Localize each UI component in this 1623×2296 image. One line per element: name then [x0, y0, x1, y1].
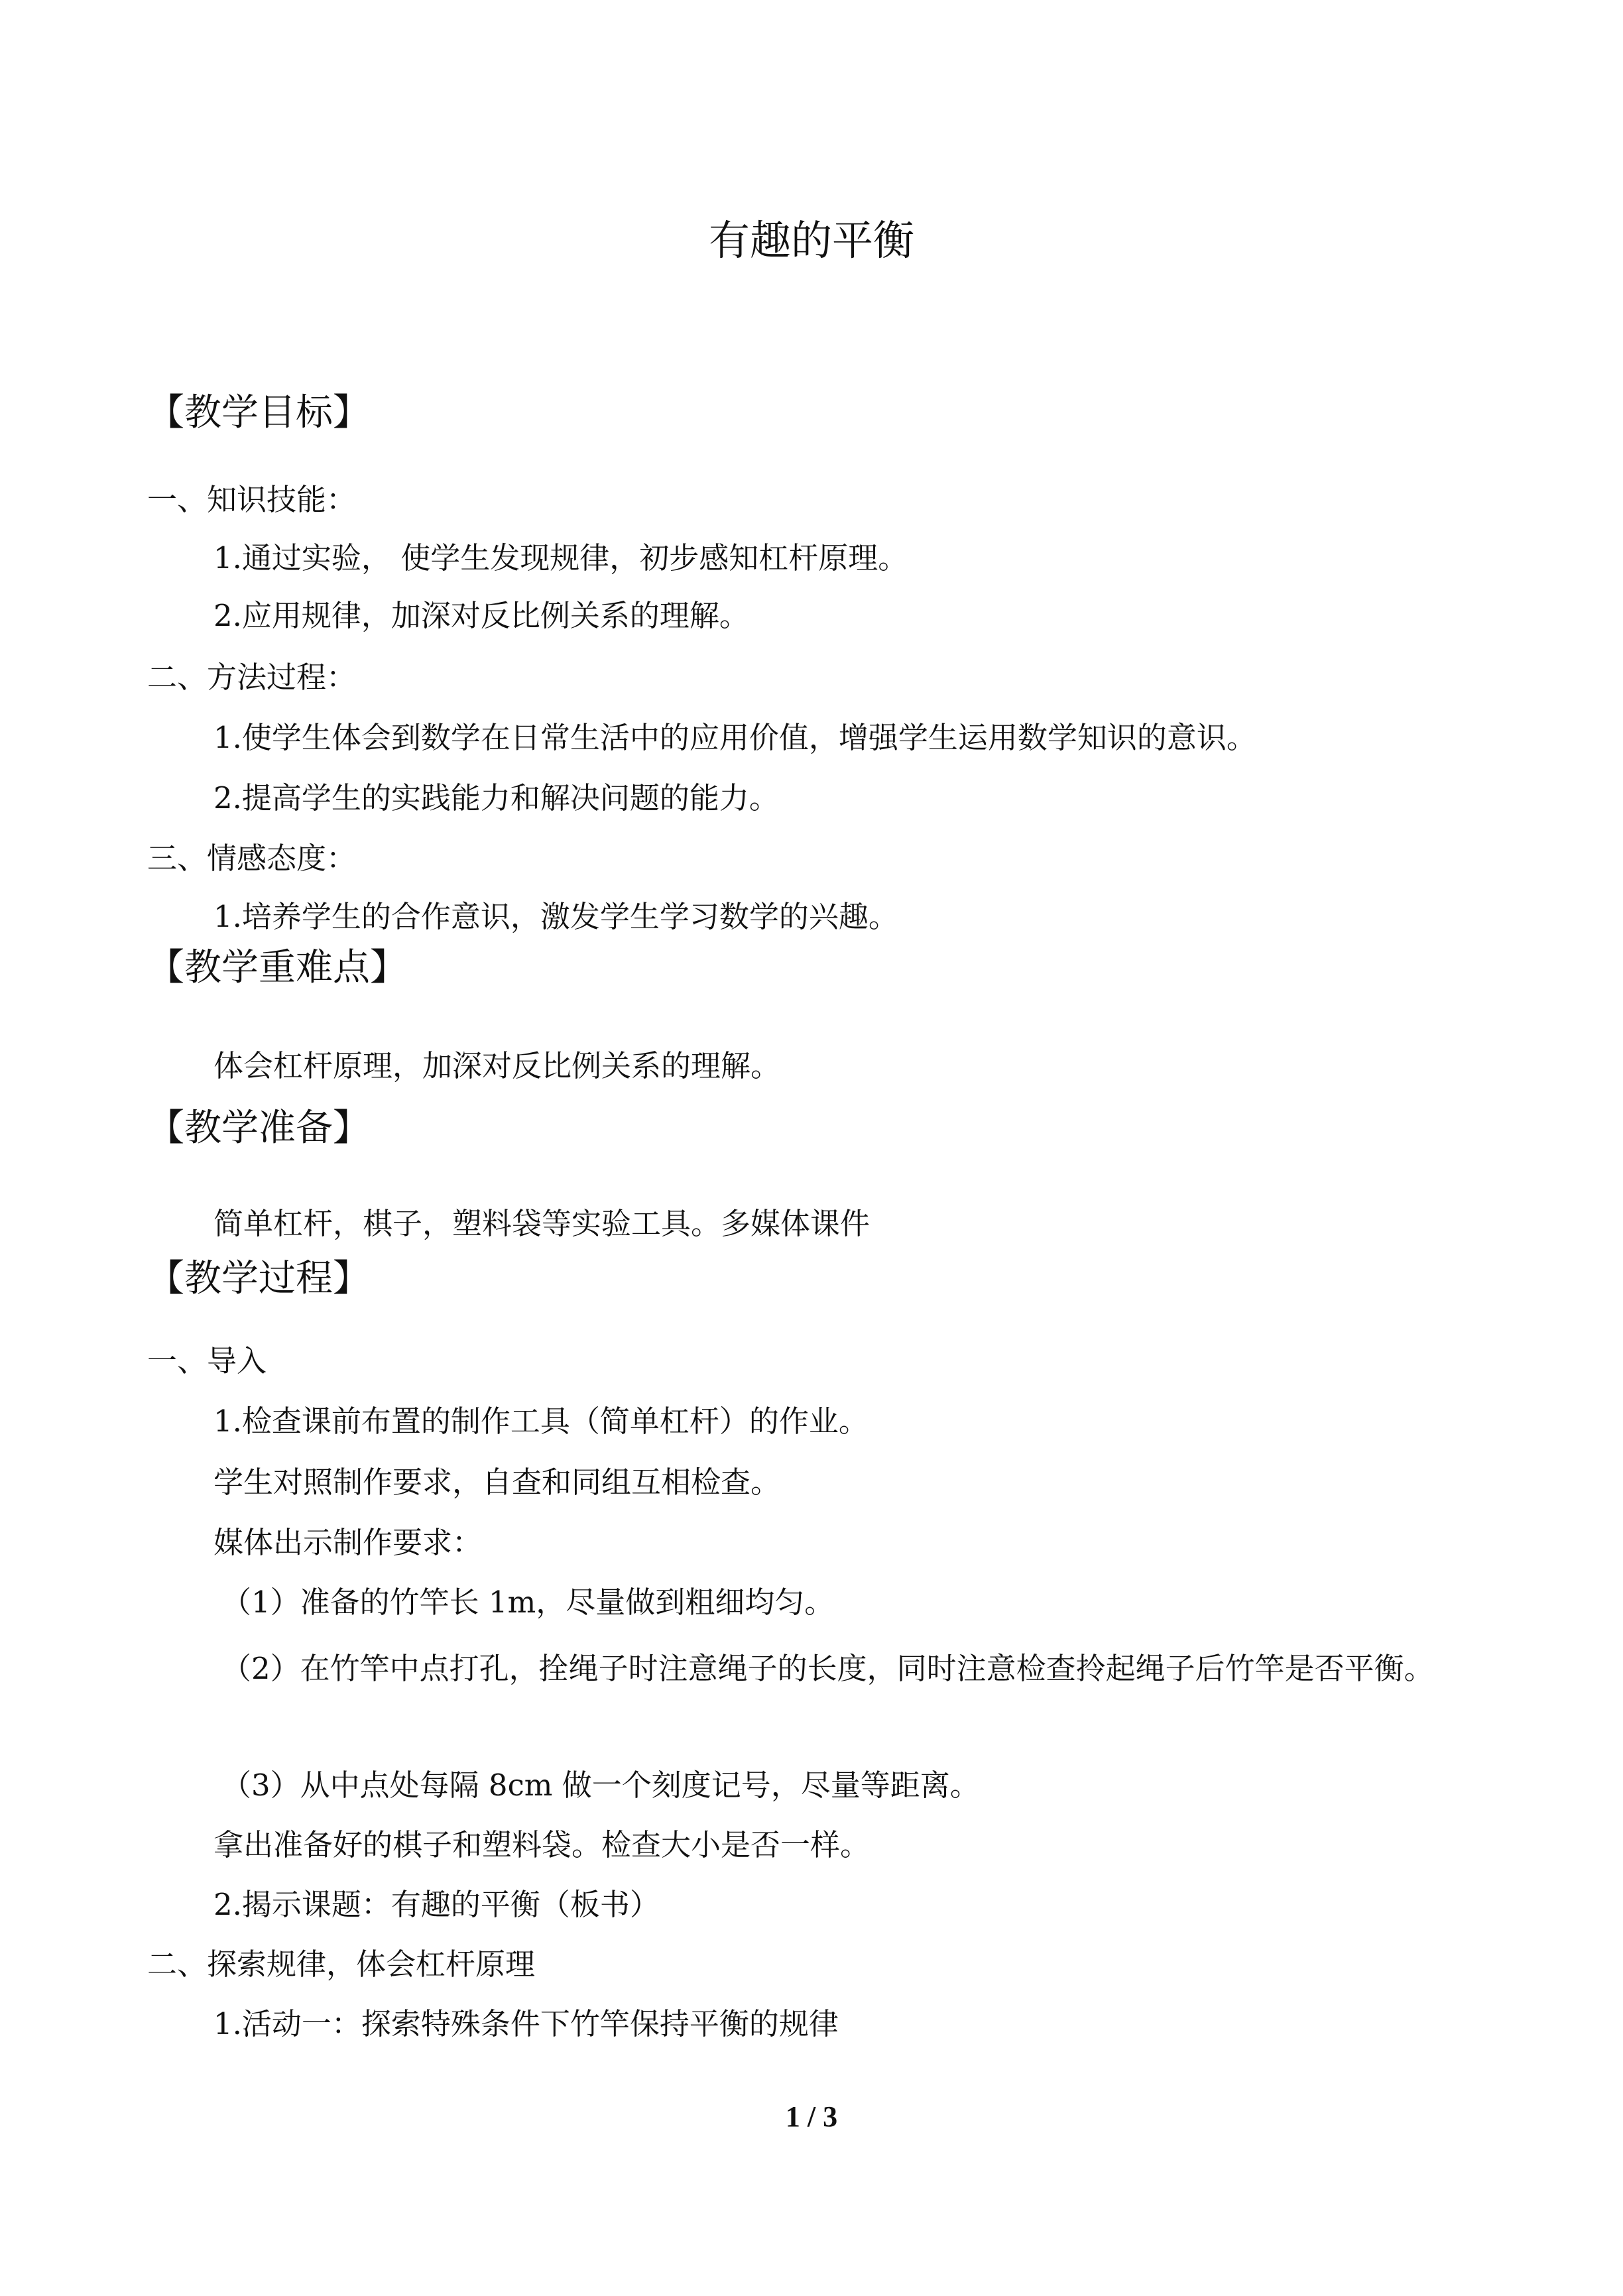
section-heading-objectives: 【教学目标】: [147, 391, 370, 434]
list-item: （1）准备的竹竿长 1m，尽量做到粗细均匀。: [221, 1585, 835, 1620]
preparation-text: 简单杠杆，棋子，塑料袋等实验工具。多媒体课件: [213, 1206, 871, 1241]
list-item: 1.培养学生的合作意识，激发学生学习数学的兴趣。: [213, 899, 898, 934]
list-item: 1.活动一：探索特殊条件下竹竿保持平衡的规律: [213, 2006, 839, 2041]
list-item: （3）从中点处每隔 8cm 做一个刻度记号，尽量等距离。: [221, 1768, 980, 1803]
section-heading-preparation: 【教学准备】: [147, 1107, 370, 1150]
list-item: 2.提高学生的实践能力和解决问题的能力。: [213, 780, 779, 816]
section-heading-key-points: 【教学重难点】: [147, 946, 407, 989]
section-heading-process: 【教学过程】: [147, 1257, 370, 1300]
subheading-method: 二、方法过程：: [147, 660, 357, 695]
page-indicator: 1 / 3: [785, 2100, 838, 2133]
list-item: 1.通过实验， 使学生发现规律，初步感知杠杆原理。: [213, 540, 908, 575]
list-item: 1.检查课前布置的制作工具（简单杠杆）的作业。: [213, 1404, 869, 1439]
paragraph: 拿出准备好的棋子和塑料袋。检查大小是否一样。: [213, 1827, 871, 1862]
subheading-emotion: 三、情感态度：: [147, 841, 357, 876]
list-item: 1.使学生体会到数学在日常生活中的应用价值，增强学生运用数学知识的意识。: [213, 720, 1256, 755]
list-item: 2.应用规律，加深对反比例关系的理解。: [213, 598, 749, 633]
subheading-knowledge: 一、知识技能：: [147, 482, 357, 517]
document-title: 有趣的平衡: [708, 216, 914, 265]
subheading-intro: 一、导入: [147, 1343, 267, 1378]
subheading-explore: 二、探索规律，体会杠杆原理: [147, 1947, 536, 1982]
list-item: 2.揭示课题：有趣的平衡（板书）: [213, 1887, 660, 1922]
paragraph: 媒体出示制作要求：: [213, 1525, 483, 1560]
paragraph: 学生对照制作要求，自查和同组互相检查。: [213, 1465, 781, 1500]
key-points-text: 体会杠杆原理，加深对反比例关系的理解。: [213, 1048, 781, 1083]
list-item: （2）在竹竿中点打孔，拴绳子时注意绳子的长度，同时注意检查拎起绳子后竹竿是否平衡。: [221, 1651, 1434, 1686]
